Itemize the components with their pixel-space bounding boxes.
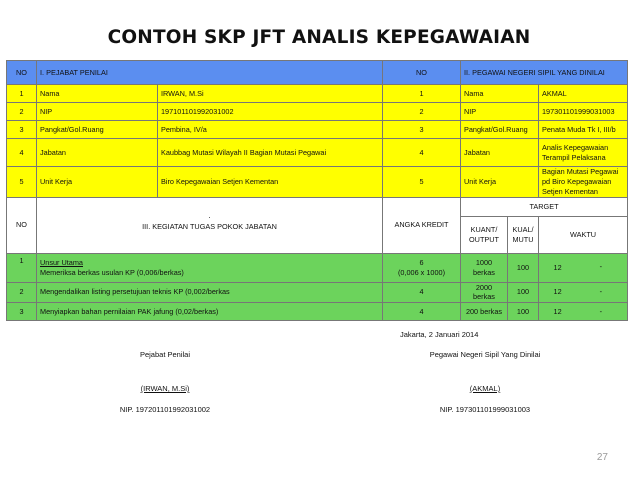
row-no-right: 5 (383, 167, 461, 198)
task-ak-value: 6 (419, 257, 424, 267)
task-row (7, 303, 628, 321)
tasks-header-target: TARGET (461, 197, 628, 216)
task-mutu: 100 (508, 253, 539, 282)
identity-row (7, 139, 628, 167)
task-biaya: - (573, 307, 624, 317)
header-no-left: NO (7, 61, 37, 85)
row-no: 4 (7, 139, 37, 167)
identity-row (7, 85, 628, 103)
tasks-header-dot: . (208, 210, 211, 220)
task-biaya: - (573, 287, 624, 297)
tasks-header-kegiatan-label: III. KEGIATAN TUGAS POKOK JABATAN (142, 221, 277, 231)
row-value-right: Bagian Mutasi Pegawai pd Biro Kepegawaian Setjen Kementan (539, 167, 628, 198)
task-output: 1000 berkas (461, 253, 508, 282)
task-waktu: 12 (542, 307, 573, 317)
page-number: 27 (596, 452, 608, 463)
task-angka-kredit: 4 (383, 282, 461, 303)
page-title: CONTOH SKP JFT ANALIS KEPEGAWAIAN (107, 27, 531, 48)
row-value: Pembina, IV/a (158, 121, 383, 139)
signature-left-name: (IRWAN, M.Si) (140, 384, 190, 393)
row-label: Pangkat/Gol.Ruang (37, 121, 158, 139)
task-output: 2000 berkas (461, 282, 508, 303)
signature-left-nip: NIP. 197201101992031002 (119, 405, 211, 414)
row-no: 2 (7, 103, 37, 121)
row-label-right: Jabatan (461, 139, 539, 167)
header-no-right: NO (383, 61, 461, 85)
signature-right-name: (AKMAL) (469, 384, 501, 393)
row-label-right: Unit Kerja (461, 167, 539, 198)
task-row (7, 253, 628, 282)
task-biaya: - (573, 263, 624, 273)
row-value: 197101101992031002 (158, 103, 383, 121)
task-waktu-biaya (539, 253, 628, 282)
task-mutu: 100 (508, 303, 539, 321)
task-activity (37, 253, 383, 282)
skp-table (6, 60, 628, 321)
row-no-right: 4 (383, 139, 461, 167)
task-waktu-biaya-inner (542, 263, 624, 273)
task-waktu-biaya (539, 282, 628, 303)
tasks-header-no: NO (7, 197, 37, 253)
identity-row (7, 103, 628, 121)
task-row (7, 282, 628, 303)
row-value: Kaubbag Mutasi Wilayah II Bagian Mutasi Pegawai (158, 139, 383, 167)
task-waktu-biaya-inner (542, 287, 624, 297)
row-label: Jabatan (37, 139, 158, 167)
identity-row (7, 121, 628, 139)
task-desc: Menyiapkan bahan pernilaian PAK jafung (0,02/berkas) (37, 303, 383, 321)
row-no: 1 (7, 85, 37, 103)
row-no-right: 1 (383, 85, 461, 103)
row-no-right: 2 (383, 103, 461, 121)
signature-place-date: Jakarta, 2 Januari 2014 (400, 330, 479, 339)
task-ak-note: (0,006 x 1000) (397, 267, 446, 277)
row-value-right: 197301101999031003 (539, 103, 628, 121)
row-value-right: Penata Muda Tk I, III/b (539, 121, 628, 139)
task-unsur-title: Unsur Utama (40, 257, 83, 267)
row-value-right: AKMAL (539, 85, 628, 103)
row-value: Biro Kepegawaian Setjen Kementan (158, 167, 383, 198)
tasks-header-row-1 (7, 197, 628, 216)
task-angka-kredit (383, 253, 461, 282)
task-waktu-biaya-inner (542, 307, 624, 317)
signature-right-role: Pegawai Negeri Sipil Yang Dinilai (429, 350, 541, 359)
row-label: Unit Kerja (37, 167, 158, 198)
task-no: 3 (7, 303, 37, 321)
signature-left-role: Pejabat Penilai (139, 350, 191, 359)
row-label-right: Nama (461, 85, 539, 103)
task-mutu: 100 (508, 282, 539, 303)
row-label: NIP (37, 103, 158, 121)
tasks-header-kual-mutu: KUAL/ MUTU (508, 216, 539, 253)
row-label: Nama (37, 85, 158, 103)
signature-right-nip: NIP. 197301101999031003 (439, 405, 531, 414)
task-output: 200 berkas (461, 303, 508, 321)
identity-row (7, 167, 628, 198)
identity-header-row (7, 61, 628, 85)
task-desc: Memeriksa berkas usulan KP (0,006/berkas) (40, 267, 184, 277)
task-no: 2 (7, 282, 37, 303)
tasks-header-angka-kredit: ANGKA KREDIT (383, 197, 461, 253)
row-label-right: Pangkat/Gol.Ruang (461, 121, 539, 139)
header-pejabat-penilai: I. PEJABAT PENILAI (37, 61, 383, 85)
task-waktu: 12 (542, 263, 573, 273)
task-desc: Mengendalikan listing persetujuan teknis KP (0,002/berkas (37, 282, 383, 303)
row-label-right: NIP (461, 103, 539, 121)
tasks-header-kuant-output: KUANT/ OUTPUT (461, 216, 508, 253)
row-value: IRWAN, M.Si (158, 85, 383, 103)
row-value-right: Analis Kepegawaian Terampil Pelaksana (539, 139, 628, 167)
row-no: 3 (7, 121, 37, 139)
row-no-right: 3 (383, 121, 461, 139)
tasks-header-waktu: WAKTU (539, 216, 628, 253)
task-waktu: 12 (542, 287, 573, 297)
task-waktu-biaya (539, 303, 628, 321)
task-angka-kredit: 4 (383, 303, 461, 321)
header-pegawai: II. PEGAWAI NEGERI SIPIL YANG DINILAI (461, 61, 628, 85)
row-no: 5 (7, 167, 37, 198)
tasks-header-kegiatan (37, 197, 383, 253)
task-no: 1 (7, 253, 37, 282)
